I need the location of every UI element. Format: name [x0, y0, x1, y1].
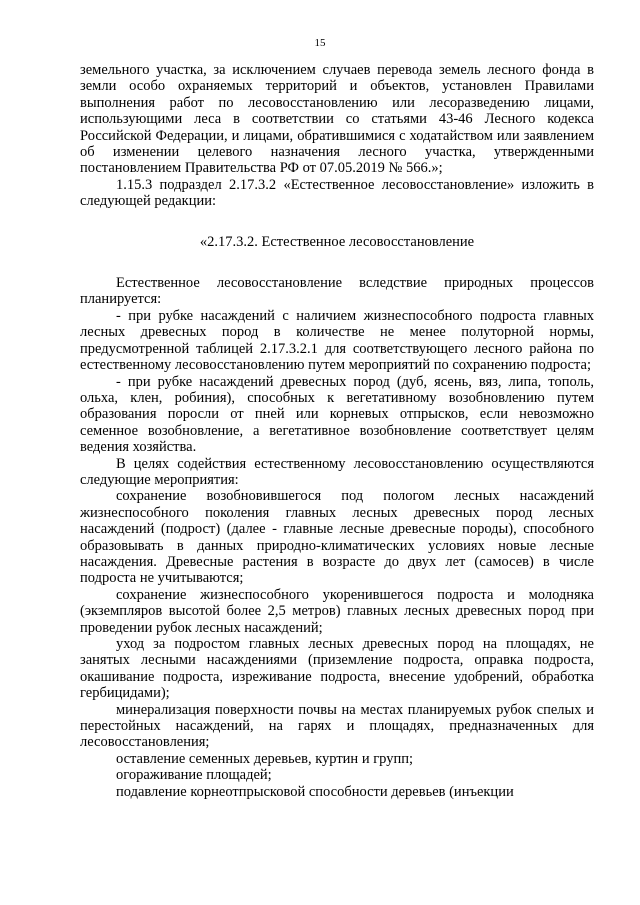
measure-item: уход за подростом главных лесных древесных пород на площадях, не занятых лесными насаждениями (приземление подроста, оправка подроста, окашивание подроста, изреживание подроста, внесение удобрений, обработка гербицидами); — [80, 636, 594, 702]
document-body — [80, 62, 594, 800]
list-item-dash: - при рубке насаждений с наличием жизнеспособного подроста главных лесных древесных пород в количестве не менее полуторной нормы, предусмотренной таблицей 2.17.3.2.1 для соответствующего лесного района по естественному лесовосстановлению путем мероприятий по сохранению подроста; — [80, 307, 594, 374]
page-number: 15 — [314, 37, 326, 49]
measure-item: оставление семенных деревьев, куртин и групп; — [116, 750, 414, 767]
measure-item: сохранение возобновившегося под пологом лесных насаждений жизнеспособного поколения главных лесных древесных пород лесных насаждений (подрост) (далее - главные лесные древесные породы), способного образовывать в данных природно-климатических условиях новые лесные насаждения. Древесные растения в возрасте до двух лет (самосев) в числе подроста не учитываются; — [80, 488, 594, 587]
paragraph-intro: Естественное лесовосстановление вследствие природных процессов планируется: — [80, 275, 594, 308]
measure-item: огораживание площадей; — [116, 767, 272, 784]
paragraph-measures-intro: В целях содействия естественному лесовосстановлению осуществляются следующие мероприятия: — [80, 455, 594, 488]
measure-item: сохранение жизнеспособного укоренившегося подроста и молодняка (экземпляров высотой более 2,5 метров) главных лесных древесных пород при проведении рубок лесных насаждений; — [80, 586, 594, 636]
measure-item: подавление корнеотпрысковой способности деревьев (инъекции — [116, 783, 514, 800]
section-heading: «2.17.3.2. Естественное лесовосстановление — [199, 233, 475, 250]
paragraph-amendment: 1.15.3 подраздел 2.17.3.2 «Естественное лесовосстановление» изложить в следующей редакции: — [80, 176, 594, 210]
paragraph-continuation: земельного участка, за исключением случаев перевода земель лесного фонда в земли особо охраняемых территорий и объектов, установлен Правилами выполнения работ по лесовосстановлению или лесоразведению лицами, использующими леса в соответствии со статьями 43-46 Лесного кодекса Российской Федерации, и лицами, обратившимися с ходатайством или заявлением об изменении целевого назначения лесного участка, утвержденными постановлением Правительства РФ от 07.05.2019 № 566.»; — [80, 62, 594, 177]
list-item-dash: - при рубке насаждений древесных пород (дуб, ясень, вяз, липа, тополь, ольха, клен, робиния), способных к вегетативному возобновлению путем образования поросли от пней или корневых отпрысков, если невозможно семенное возобновление, а вегетативное возобновление соответствует целям ведения хозяйства. — [80, 373, 594, 456]
measure-item: минерализация поверхности почвы на местах планируемых рубок спелых и перестойных насаждений, на гарях и площадях, предназначенных для лесовосстановления; — [80, 701, 594, 751]
